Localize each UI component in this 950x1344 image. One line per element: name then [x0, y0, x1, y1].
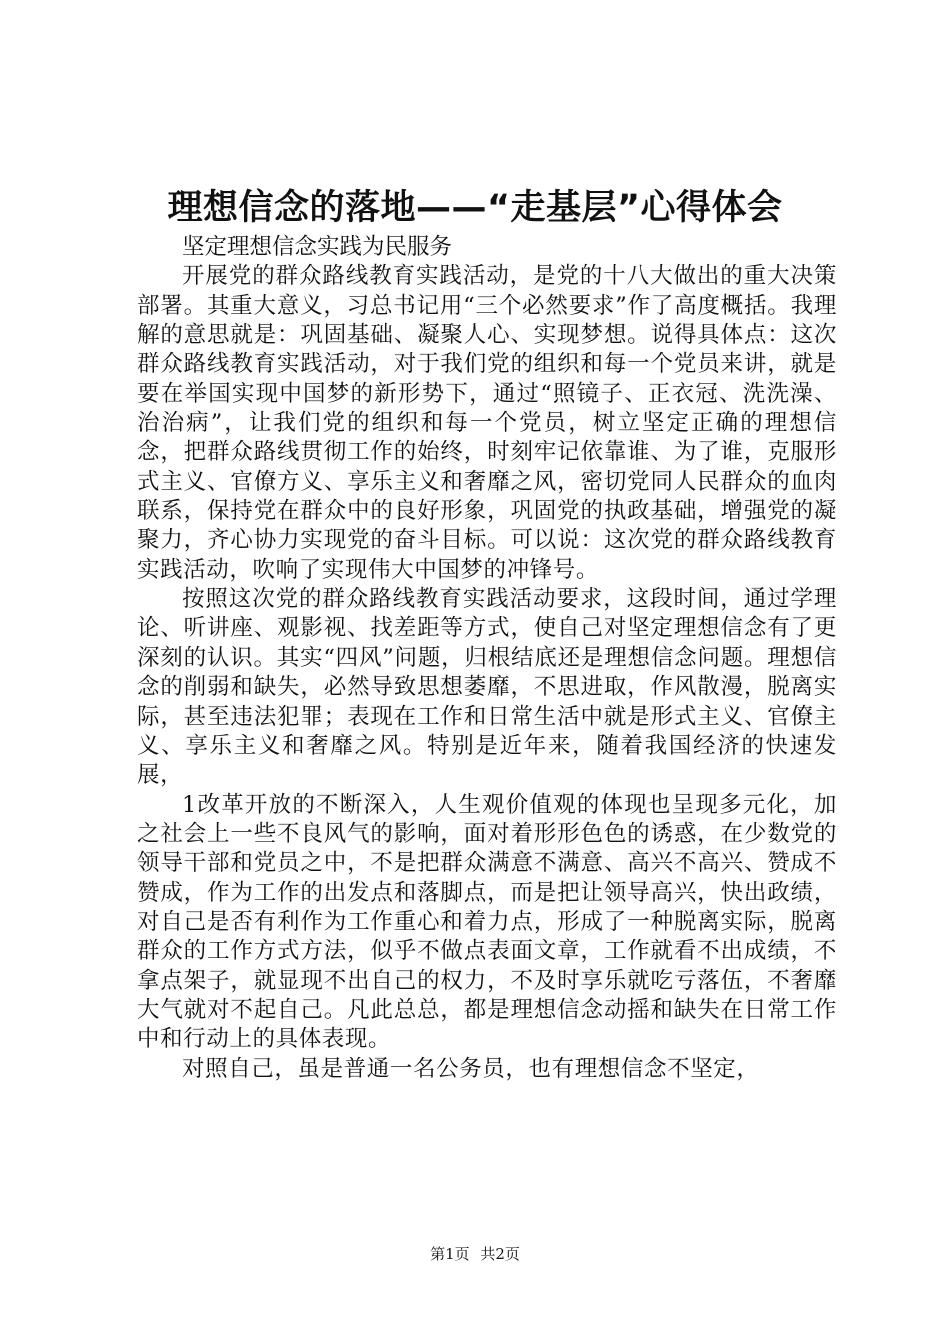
paragraph: 按照这次党的群众路线教育实践活动要求，这段时间，通过学理论、听讲座、观影视、找差距等方式，使自己对坚定理想信念有了更深刻的认识。其实“四风”问题，归根结底还是理想信念问题。理想信念的削弱和缺失，必然导致思想萎靡，不思进取，作风散漫，脱离实际，甚至违法犯罪；表现在工作和日常生活中就是形式主义、官僚主义、享乐主义和奢靡之风。特别是近年来，随着我国经济的快速发展， — [137, 586, 837, 789]
page-total: 共2页 — [480, 1245, 520, 1263]
paragraph: 1改革开放的不断深入，人生观价值观的体现也呈现多元化，加之社会上一些不良风气的影响，面对着形形色色的诱惑，在少数党的领导干部和党员之中，不是把群众满意不满意、高兴不高兴、赞成不赞成，作为工作的出发点和落脚点，而是把让领导高兴，快出政绩，对自己是否有利作为工作重心和着力点，形成了一种脱离实际，脱离群众的工作方式方法，似乎不做点表面文章，工作就看不出成绩，不拿点架子，就显现不出自己的权力，不及时享乐就吃亏落伍，不奢靡大气就对不起自己。凡此总总，都是理想信念动摇和缺失在日常工作中和行动上的具体表现。 — [137, 791, 837, 1053]
page-number: 第1页 — [430, 1245, 470, 1263]
document-title: 理想信念的落地——“走基层”心得体会 — [167, 188, 783, 228]
page-footer — [0, 1244, 950, 1264]
document-subtitle: 坚定理想信念实践为民服务 — [182, 234, 453, 260]
paragraph: 对照自己，虽是普通一名公务员，也有理想信念不坚定， — [182, 1055, 760, 1082]
document-body — [137, 233, 837, 1084]
paragraph: 开展党的群众路线教育实践活动，是党的十八大做出的重大决策部署。其重大意义，习总书记用“三个必然要求”作了高度概括。我理解的意思就是：巩固基础、凝聚人心、实现梦想。说得具体点：这次群众路线教育实践活动，对于我们党的组织和每一个党员来讲，就是要在举国实现中国梦的新形势下，通过“照镜子、正衣冠、洗洗澡、治治病”，让我们党的组织和每一个党员，树立坚定正确的理想信念，把群众路线贯彻工作的始终，时刻牢记依靠谁、为了谁，克服形式主义、官僚方义、享乐主义和奢靡之风，密切党同人民群众的血肉联系，保持党在群众中的良好形象，巩固党的执政基础，增强党的凝聚力，齐心协力实现党的奋斗目标。可以说：这次党的群众路线教育实践活动，吹响了实现伟大中国梦的冲锋号。 — [137, 263, 837, 583]
